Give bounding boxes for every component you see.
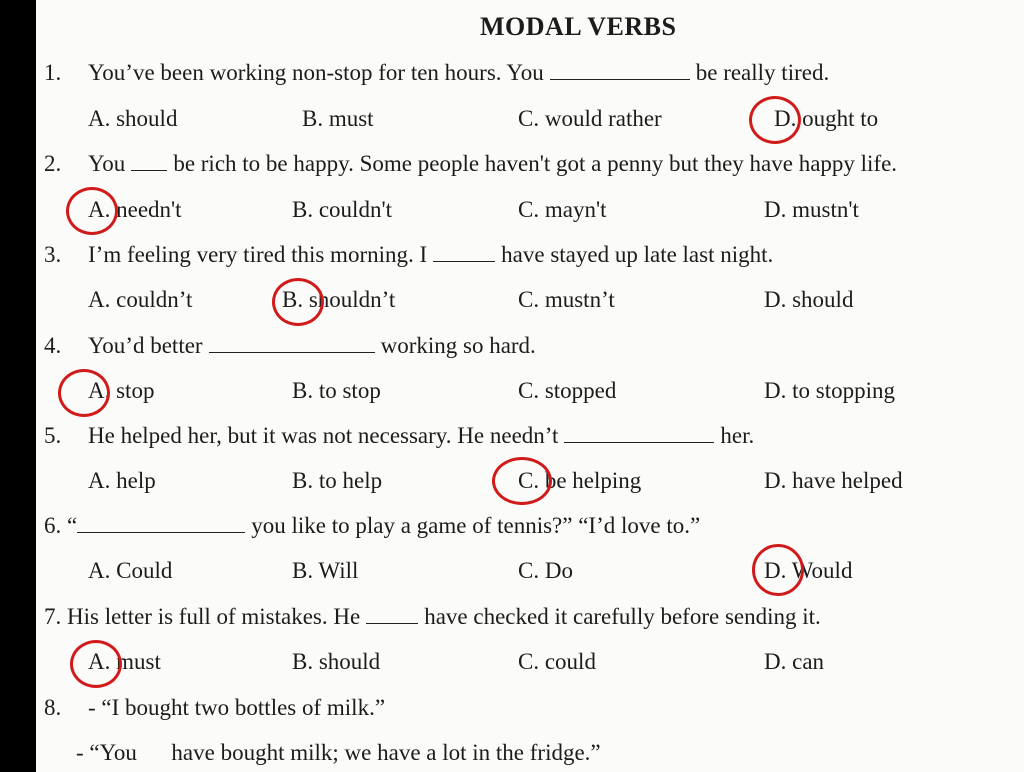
option-b: B. couldn't: [292, 197, 392, 222]
option-b: B. shouldn’t: [282, 287, 396, 312]
answer-blank: [77, 514, 245, 533]
option-c: C. could: [518, 649, 596, 674]
option-a: A. Could: [88, 558, 173, 583]
answer-blank: [131, 152, 167, 171]
question-6: [44, 513, 700, 539]
question-2: [44, 151, 897, 177]
option-d: D. Would: [764, 558, 853, 583]
question-number: 4.: [44, 333, 62, 358]
option-d: D. to stopping: [764, 378, 895, 403]
question-text-after: her.: [720, 423, 755, 448]
option-c: C. would rather: [518, 106, 662, 131]
option-c: C. stopped: [518, 378, 617, 403]
option-a: A. should: [88, 106, 178, 131]
question-text-before: “: [67, 513, 78, 538]
question-text-before: His letter is full of mistakes. He: [67, 604, 361, 629]
question-1: [44, 60, 829, 86]
question-5: [44, 423, 754, 449]
answer-blank: [433, 243, 495, 262]
question-number: 6.: [44, 513, 62, 538]
question-text-before: You’ve been working non-stop for ten hours. You: [88, 60, 544, 85]
option-a: A. couldn’t: [88, 287, 193, 312]
question-number: 8.: [44, 695, 62, 720]
question-number: 5.: [44, 423, 62, 448]
option-b: B. should: [292, 649, 381, 674]
question-text-before: You’d better: [88, 333, 203, 358]
question-text-before: He helped her, but it was not necessary. He needn’t: [88, 423, 559, 448]
option-d: D. can: [764, 649, 825, 674]
question-text-after: be rich to be happy. Some people haven't got a penny but they have happy life.: [173, 151, 898, 176]
question-text-after: be really tired.: [695, 60, 830, 85]
question-text-after: you like to play a game of tennis?” “I’d love to.”: [251, 513, 701, 538]
question-number: 7.: [44, 604, 62, 629]
question-4: [44, 333, 536, 359]
option-c: C. be helping: [518, 468, 642, 493]
option-d: D. have helped: [764, 468, 903, 493]
answer-blank: [550, 61, 690, 80]
worksheet-title: MODAL VERBS: [480, 12, 677, 41]
option-c: C. mayn't: [518, 197, 607, 222]
option-a: A. help: [88, 468, 156, 493]
question-8: [44, 695, 385, 721]
question-7: [44, 604, 821, 630]
option-c: C. mustn’t: [518, 287, 615, 312]
question-number: 2.: [44, 151, 62, 176]
option-b: B. to stop: [292, 378, 381, 403]
question-text-after: working so hard.: [380, 333, 536, 358]
answer-blank: [209, 334, 375, 353]
option-a: A. needn't: [88, 197, 182, 222]
option-b: B. must: [302, 106, 374, 131]
answer-blank: [366, 605, 418, 624]
question-text-before: I’m feeling very tired this morning. I: [88, 242, 428, 267]
option-d: D. should: [764, 287, 854, 312]
question-3: [44, 242, 773, 268]
question-text-before: - “I bought two bottles of milk.”: [88, 695, 386, 720]
question-text-after: have checked it carefully before sending it.: [424, 604, 821, 629]
worksheet-page: [36, 0, 1024, 772]
option-a: A. stop: [88, 378, 155, 403]
option-b: B. Will: [292, 558, 359, 583]
option-c: C. Do: [518, 558, 573, 583]
question-8-line-2: - “You have bought milk; we have a lot in the fridge.”: [76, 740, 601, 765]
option-d: D. ought to: [774, 106, 879, 131]
answer-blank: [564, 424, 714, 443]
question-text-after: have stayed up late last night.: [501, 242, 774, 267]
option-a: A. must: [88, 649, 161, 674]
question-text-before: You: [88, 151, 126, 176]
option-b: B. to help: [292, 468, 383, 493]
question-number: 3.: [44, 242, 62, 267]
question-number: 1.: [44, 60, 62, 85]
option-d: D. mustn't: [764, 197, 859, 222]
